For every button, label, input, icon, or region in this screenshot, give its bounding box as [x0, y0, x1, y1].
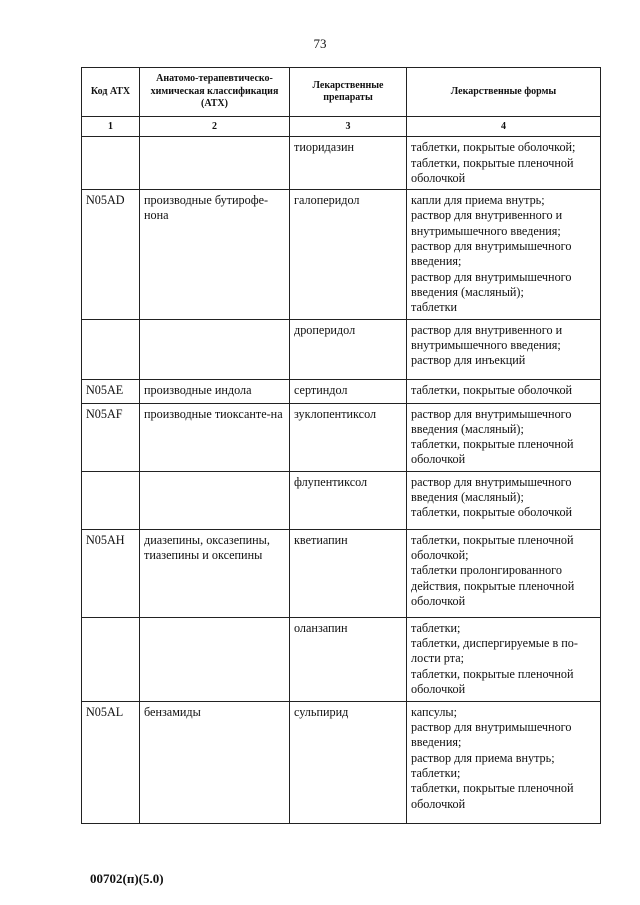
header-code: Код АТХ: [82, 68, 140, 117]
form-entry: раствор для внутривенного и внутримышечного введения;: [411, 322, 563, 352]
code-cell: N05AH: [82, 529, 140, 617]
classification-cell: бензамиды: [140, 701, 290, 823]
drug-cell: зуклопентиксол: [290, 403, 407, 471]
table-row: [82, 471, 601, 529]
drug-cell: кветиапин: [290, 529, 407, 617]
drug-cell: оланзапин: [290, 617, 407, 701]
column-number-row: [82, 117, 601, 137]
classification-cell: производные индола: [140, 379, 290, 403]
drug-cell: флупентиксол: [290, 471, 407, 529]
table-row: [82, 379, 601, 403]
forms-cell: [407, 529, 601, 617]
form-entry: раствор для внутримышечного введения;: [411, 720, 572, 750]
drug-cell: тиоридазин: [290, 137, 407, 190]
classification-cell: [140, 471, 290, 529]
forms-cell: [407, 471, 601, 529]
form-entry: таблетки;: [411, 765, 461, 780]
table-header-row: [82, 68, 601, 117]
form-entry: таблетки пролонгированного действия, покрытые пленочной оболочкой: [411, 563, 575, 608]
classification-cell: диазепины, оксазепины, тиазепины и оксепины: [140, 529, 290, 617]
table-row: [82, 701, 601, 823]
form-entry: таблетки, покрытые пленочной оболочкой;: [411, 532, 574, 563]
form-entry: таблетки, покрытые оболочкой: [411, 505, 573, 520]
code-cell: N05AL: [82, 701, 140, 823]
code-cell: [82, 137, 140, 190]
code-cell: [82, 617, 140, 701]
form-entry: раствор для приема внутрь;: [411, 750, 555, 765]
code-cell: N05AE: [82, 379, 140, 403]
form-entry: раствор для внутримышечного введения;: [411, 239, 572, 269]
column-number: 2: [140, 117, 290, 137]
form-entry: раствор для инъекций: [411, 353, 526, 368]
drug-cell: сертиндол: [290, 379, 407, 403]
form-entry: капсулы;: [411, 704, 457, 719]
header-forms: Лекарственные формы: [407, 68, 601, 117]
table-row: [82, 529, 601, 617]
form-entry: таблетки, покрытые пленочной оболочкой: [411, 155, 574, 185]
table-body: [82, 137, 601, 823]
form-entry: таблетки, покрытые пленочной оболочкой: [411, 781, 574, 811]
code-cell: [82, 471, 140, 529]
form-entry: таблетки, покрытые пленочной оболочкой: [411, 666, 574, 696]
code-cell: N05AF: [82, 403, 140, 471]
form-entry: раствор для внутривенного и внутримышечного введения;: [411, 208, 563, 238]
drug-cell: галоперидол: [290, 190, 407, 319]
forms-cell: [407, 617, 601, 701]
column-number: 4: [407, 117, 601, 137]
forms-cell: [407, 137, 601, 190]
form-entry: раствор для внутримышечного введения (масляный);: [411, 269, 572, 299]
page-number: 73: [313, 36, 327, 51]
forms-cell: [407, 403, 601, 471]
forms-cell: [407, 319, 601, 379]
document-code: 00702(п)(5.0): [90, 871, 164, 886]
classification-cell: [140, 319, 290, 379]
forms-cell: [407, 379, 601, 403]
table-row: [82, 319, 601, 379]
forms-cell: [407, 701, 601, 823]
classification-cell: [140, 617, 290, 701]
form-entry: таблетки, покрытые оболочкой;: [411, 140, 576, 155]
form-entry: таблетки, покрытые пленочной оболочкой: [411, 437, 574, 467]
drug-cell: дроперидол: [290, 319, 407, 379]
classification-cell: производные тиоксанте-на: [140, 403, 290, 471]
form-entry: таблетки, покрытые оболочкой: [411, 382, 573, 397]
code-cell: N05AD: [82, 190, 140, 319]
form-entry: таблетки;: [411, 620, 461, 635]
header-drugs: Лекарственные препараты: [290, 68, 407, 117]
table-row: [82, 190, 601, 319]
classification-cell: [140, 137, 290, 190]
form-entry: раствор для внутримышечного введения (масляный);: [411, 406, 572, 436]
table-row: [82, 403, 601, 471]
table-row: [82, 137, 601, 190]
form-entry: раствор для внутримышечного введения (масляный);: [411, 474, 572, 505]
forms-cell: [407, 190, 601, 319]
code-cell: [82, 319, 140, 379]
column-number: 1: [82, 117, 140, 137]
form-entry: капли для приема внутрь;: [411, 193, 545, 208]
header-classification: Анатомо-терапевтическо-химическая классификация (АТХ): [140, 68, 290, 117]
drug-cell: сульпирид: [290, 701, 407, 823]
form-entry: таблетки, диспергируемые в по-лости рта;: [411, 636, 578, 666]
classification-cell: производные бутирофе-нона: [140, 190, 290, 319]
form-entry: таблетки: [411, 300, 458, 315]
atx-table: [81, 67, 601, 824]
column-number: 3: [290, 117, 407, 137]
table-row: [82, 617, 601, 701]
